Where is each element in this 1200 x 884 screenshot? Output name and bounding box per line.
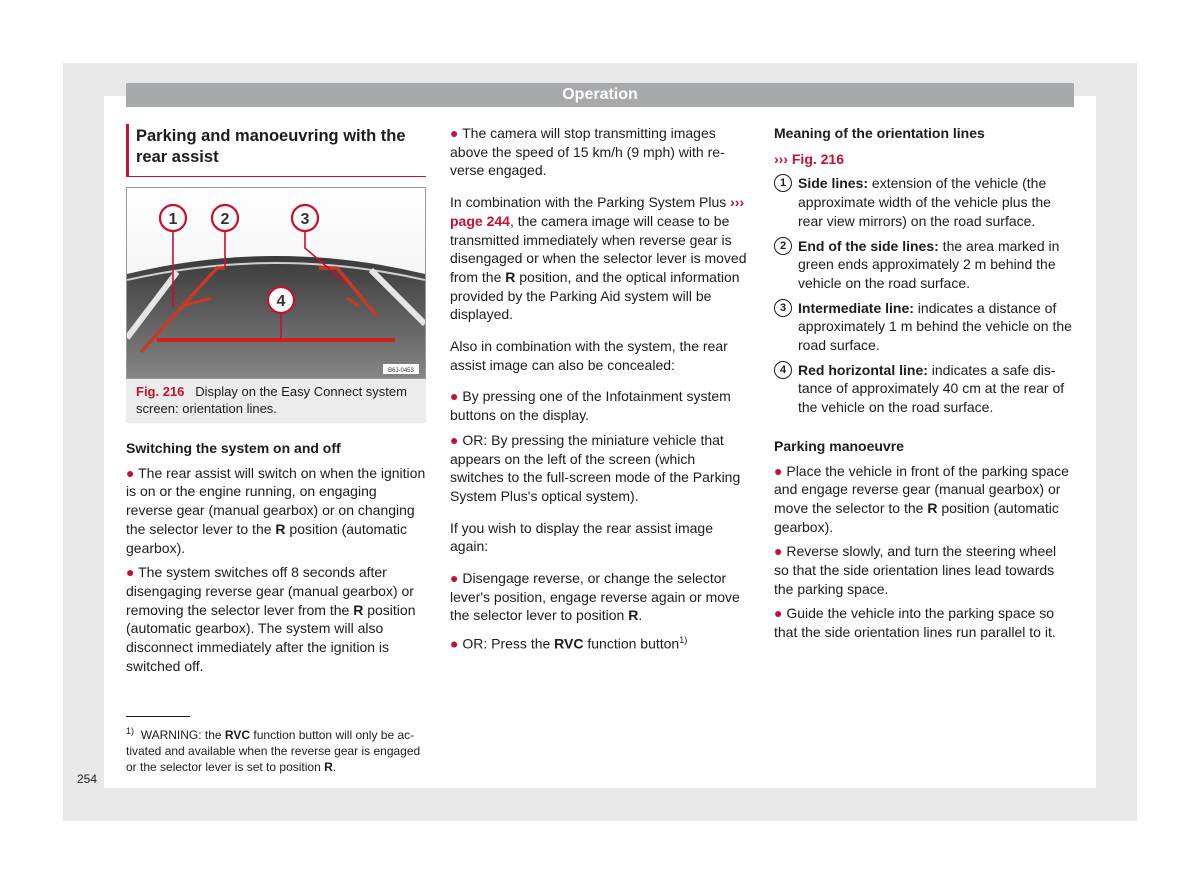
bullet-switch-off: ● The system switches off 8 seconds after disengaging reverse gear (manual gearbox) or removing the selector lever from the R position (automatic gearbox). The system will also disconnect immediately after the ignition is switched off. (126, 564, 416, 674)
list-item: 1 Side lines: extension of the vehicle (the approximate width of the vehicle plus the rear view mirrors) on the road surface. (774, 174, 1074, 230)
number-badge: 1 (774, 174, 792, 192)
page-number: 254 (77, 772, 98, 786)
figure-caption-text: Display on the Easy Connect system screen: orientation lines. (136, 384, 407, 416)
bullet-disengage: ● Disengage reverse, or change the selector lever's position, engage reverse again or move the selector lever to position R. (450, 570, 740, 624)
column-1 (126, 124, 426, 675)
para-concealed: Also in combination with the system, the rear assist image can also be concealed: (450, 338, 728, 373)
section-title: Parking and manoeuvring with the rear assist (126, 124, 426, 177)
page-link[interactable]: ››› page 244 (450, 194, 745, 229)
bullet-miniature-vehicle: ● OR: By pressing the miniature vehicle that appears on the left of the screen (which switches to the full-screen mode of the Parking System Plus's optical system). (450, 431, 741, 504)
figure-caption (126, 379, 426, 423)
list-item: 4 Red horizontal line: indicates a safe distance of approximately 40 cm at the rear of the vehicle on the road surface. (774, 361, 1074, 417)
footnote: $^{1)}$ WARNING: the RVC function button will only be activated and available when the reverse gear is engaged or the selector lever is set to position R. (126, 716, 426, 775)
number-badge: 2 (774, 237, 792, 255)
footnote-rule (126, 716, 190, 717)
chapter-header: Operation (126, 83, 1074, 107)
bullet-speed-limit: ● The camera will stop transmitting images above the speed of 15 km/h (9 mph) with reverse engaged. (450, 125, 725, 179)
number-badge: 4 (774, 361, 792, 379)
list-item: 3 Intermediate line: indicates a distance of approximately 1 m behind the vehicle on the road surface. (774, 299, 1074, 355)
callout-1: 1 (168, 211, 178, 228)
bullet-reverse-slowly: ● Reverse slowly, and turn the steering wheel so that the side orientation lines lead towards the parking space. (774, 543, 1057, 597)
bullet-switch-on: ● The rear assist will switch on when the ignition is on or the engine running, on engaging reverse gear (manual gearbox) or on changing the selector lever to the R position (automatic gearbox). (126, 464, 426, 556)
rear-camera-figure (126, 187, 426, 379)
subhead-switching: Switching the system on and off (126, 440, 341, 456)
bullet-place-vehicle: ● Place the vehicle in front of the parking space and engage reverse gear (manual gearbox) or move the selector to the R position (automatic gearbox). (774, 462, 1069, 535)
orientation-list (774, 174, 1074, 416)
column-3 (774, 124, 1074, 642)
callout-2: 2 (220, 211, 230, 228)
rear-camera-illustration (127, 188, 425, 378)
bullet-rvc-button: ● OR: Press the RVC function button$^{1)}$ (450, 635, 688, 652)
subhead-parking-manoeuvre: Parking manoeuvre (774, 437, 904, 454)
bullet-infotainment: ● By pressing one of the Infotainment system buttons on the display. (450, 388, 731, 424)
callout-4: 4 (276, 293, 286, 310)
para-display-again: If you wish to display the rear assist image again: (450, 519, 714, 555)
column-2 (450, 124, 750, 654)
number-badge: 3 (774, 299, 792, 317)
figure-reference[interactable]: ››› Fig. 216 (774, 150, 845, 167)
subhead-orientation: Meaning of the orientation lines (774, 125, 985, 141)
figure-code: B6J-0453 (388, 368, 414, 374)
bullet-guide-vehicle: ● Guide the vehicle into the parking space so that the side orientation lines run parallel to it. (774, 605, 1056, 641)
list-item: 2 End of the side lines: the area marked in green ends approximately 2 m behind the vehicle on the road surface. (774, 237, 1074, 293)
callout-3: 3 (300, 211, 310, 228)
figure-label: Fig. 216 (136, 384, 185, 399)
para-parking-system: In combination with the Parking System Plus ››› page 244, the camera image will cease to be transmitted immediately when reverse gear is disengaged or when the selector lever is moved from the R position, and the optical information provided by the Parking Aid system will be displayed. (450, 194, 747, 323)
